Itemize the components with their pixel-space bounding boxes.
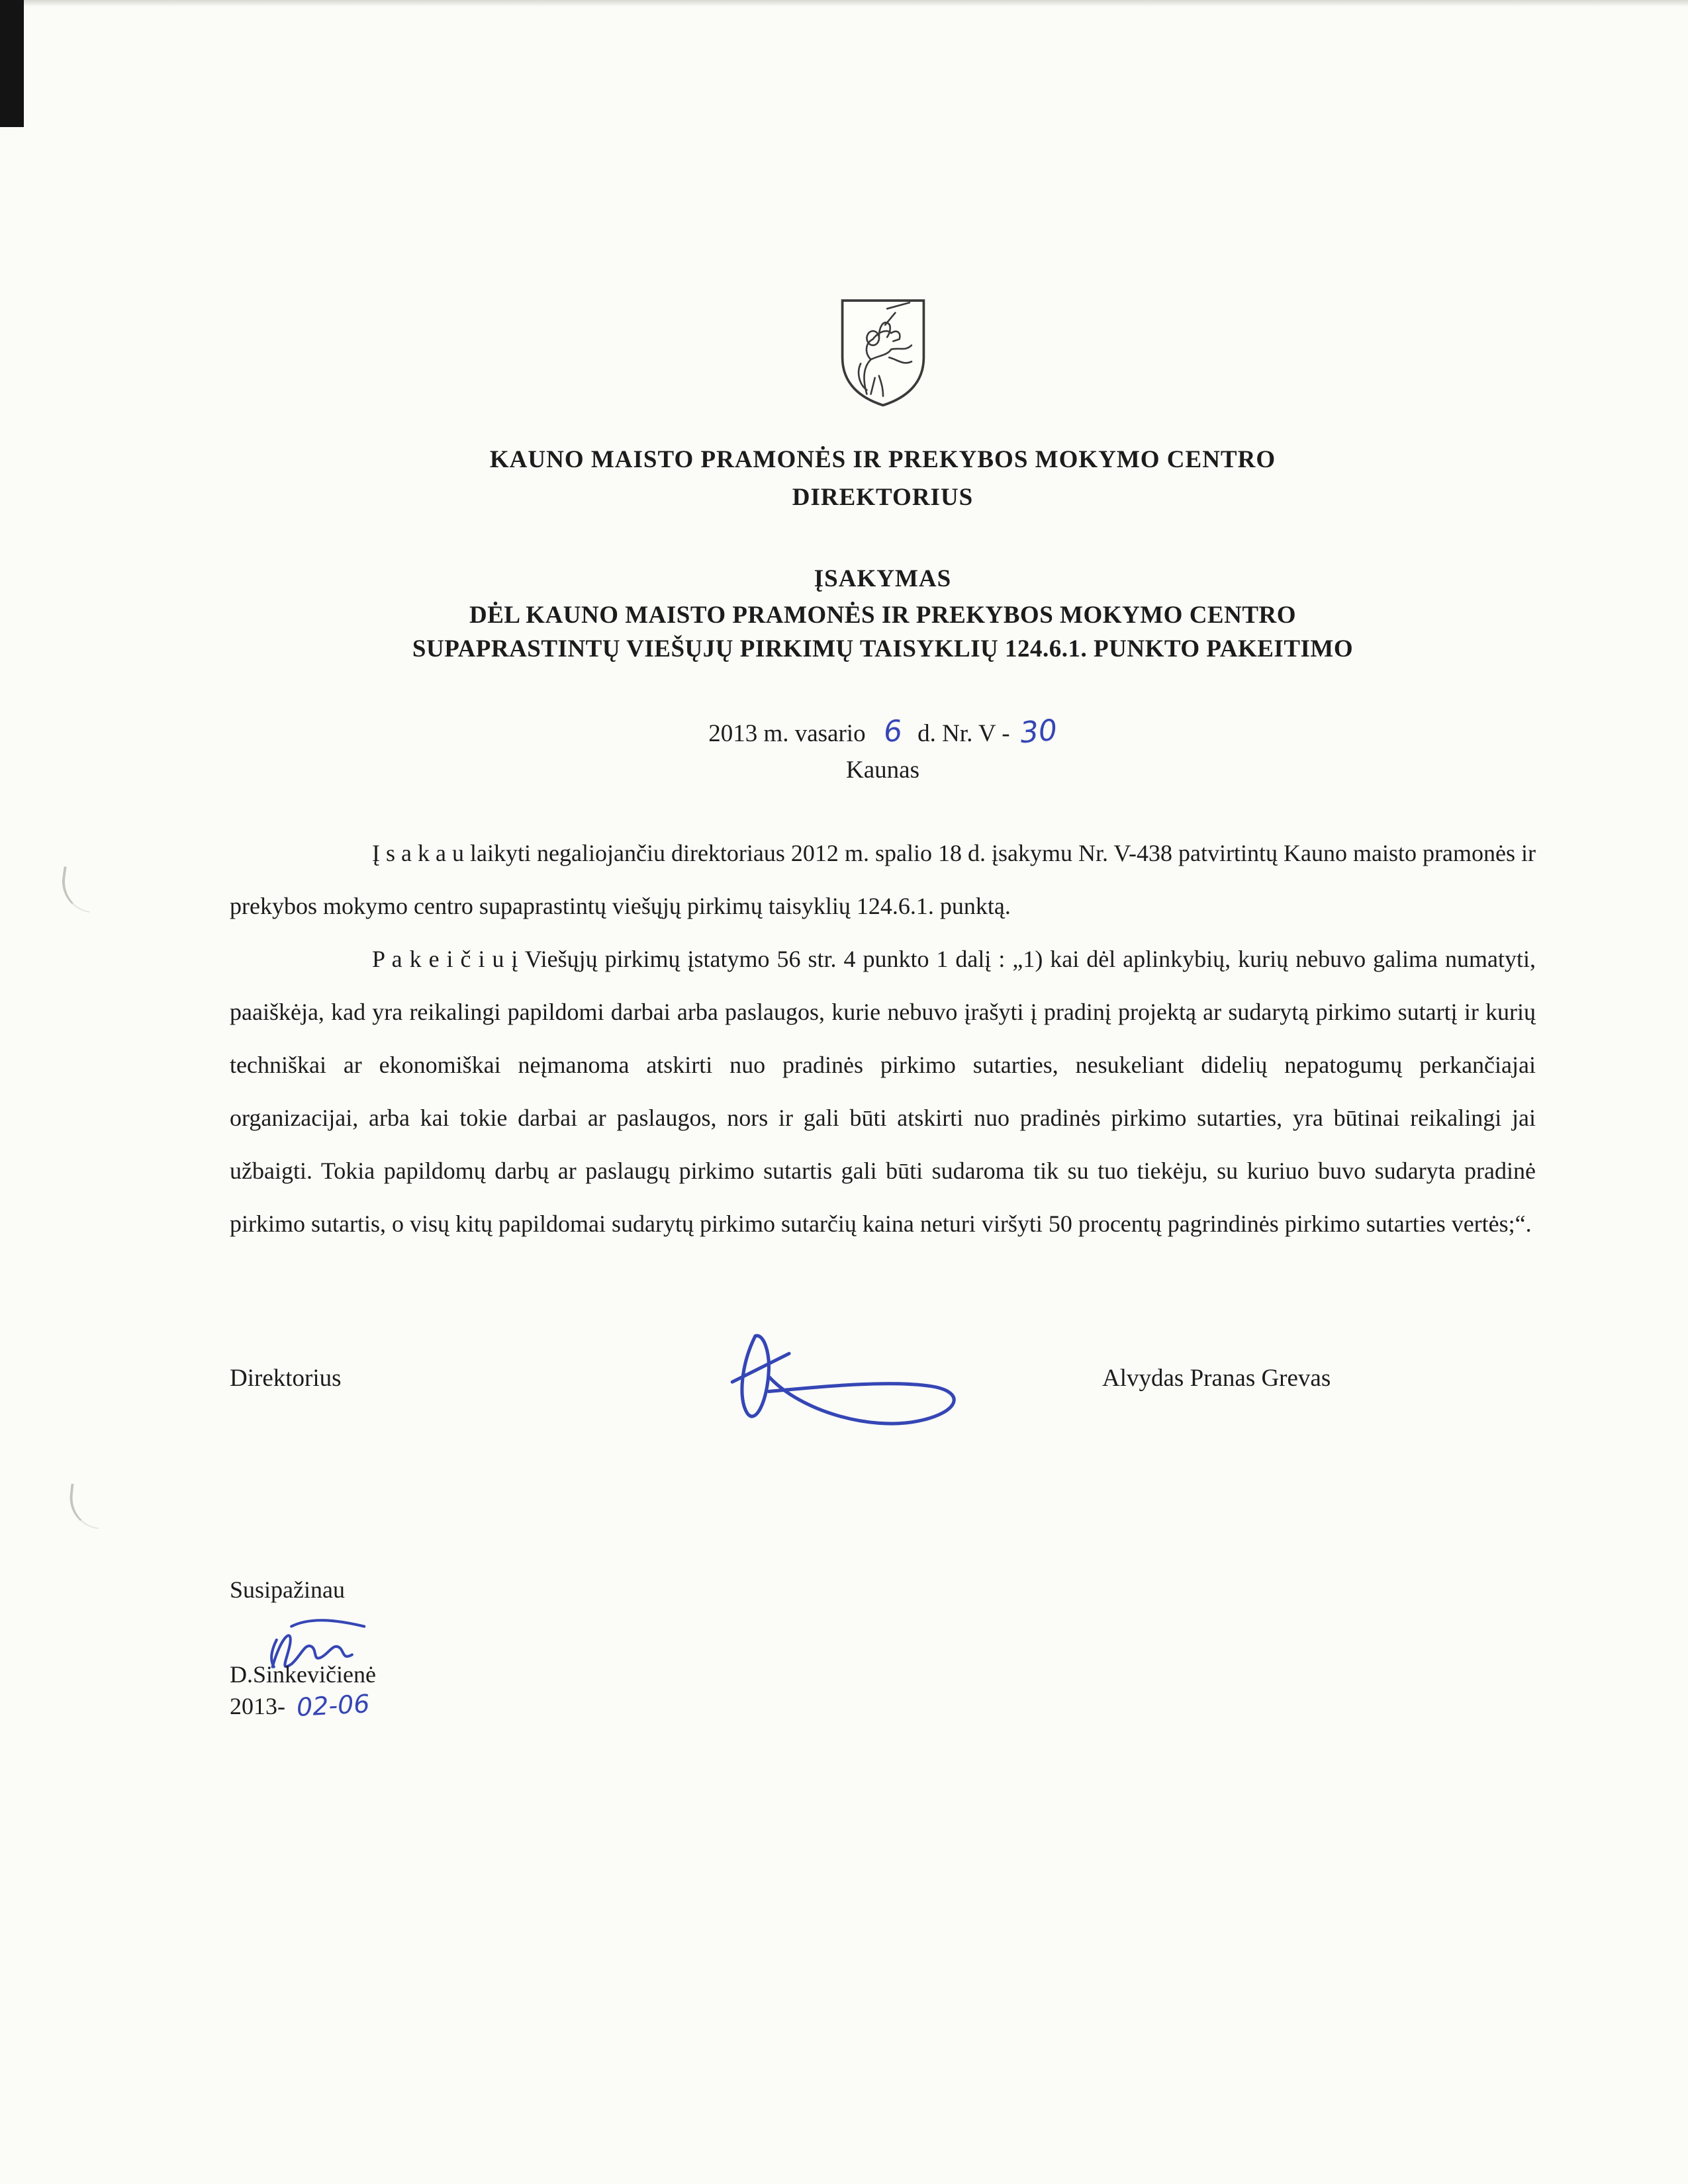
handwritten-day: 6 bbox=[882, 714, 904, 750]
document-content bbox=[230, 0, 1536, 1723]
document-type-heading: ĮSAKYMAS bbox=[814, 565, 952, 592]
scan-crease-artifact bbox=[58, 866, 95, 913]
paragraph-isakau: Į s a k a u laikyti negaliojančiu direktoriaus 2012 m. spalio 18 d. įsakymu Nr. V-438 patvirtintų Kauno maisto pramonės ir prekybos mokymo centro supaprastintų viešųjų pirkimų taisyklių 124.6.1. punktą. bbox=[230, 840, 1536, 920]
ack-date-handwritten: 02-06 bbox=[295, 1689, 371, 1723]
acknowledgement-block bbox=[230, 1576, 1536, 1723]
acknowledgement-label: Susipažinau bbox=[230, 1576, 345, 1604]
date-prefix: 2013 m. vasario bbox=[708, 720, 866, 748]
organization-name-line2: DIREKTORIUS bbox=[792, 484, 974, 512]
coat-of-arms-icon bbox=[830, 296, 936, 410]
paragraph-pakeiciu: P a k e i č i u į Viešųjų pirkimų įstatymo 56 str. 4 punkto 1 dalį : „1) kai dėl aplinkybių, kurių nebuvo galima numatyti, paaiškėja, kad yra reikalingi papildomi darbai arba paslaugos, kurie nebuvo įrašyti į pradinį projektą ar sudarytą pirkimo sutartį ir kurių techniškai ar ekonomiškai neįmanoma atskirti nuo pradinės pirkimo sutarties, nesukeliant didelių nepatogumų perkančiajai organizacijai, arba kai tokie darbai ar paslaugos, nors ir gali būti atskirti nuo pradinės pirkimo sutarties, yra būtinai reikalingi jai užbaigti. Tokia papildomų darbų ar paslaugų pirkimo sutartis gali būti sudaroma tik su tuo tiekėju, su kuriuo buvo sudaryta pradinė pirkimo sutartis, o visų kitų papildomai sudarytų pirkimo sutarčių kaina neturi viršyti 50 procentų pagrindinės pirkimo sutarties vertės;“. bbox=[230, 946, 1536, 1238]
subject-line1: DĖL KAUNO MAISTO PRAMONĖS IR PREKYBOS MOKYMO CENTRO bbox=[469, 601, 1296, 629]
signer-name: Alvydas Pranas Grevas bbox=[1102, 1365, 1331, 1392]
date-line bbox=[230, 713, 1536, 751]
document-subject-heading bbox=[230, 598, 1536, 667]
organization-name bbox=[230, 441, 1536, 517]
organization-name-line1: KAUNO MAISTO PRAMONĖS IR PREKYBOS MOKYMO CENTRO bbox=[489, 446, 1276, 473]
date-middle: d. Nr. V - bbox=[917, 720, 1010, 748]
scan-edge-artifact bbox=[0, 0, 24, 127]
signer-title: Direktorius bbox=[230, 1365, 342, 1392]
document-body bbox=[230, 827, 1536, 1250]
city-line: Kaunas bbox=[846, 756, 919, 784]
handwritten-doc-number: 30 bbox=[1018, 713, 1058, 751]
scan-crease-artifact bbox=[67, 1484, 103, 1529]
signature-block bbox=[230, 1338, 1536, 1490]
acknowledgement-date bbox=[230, 1689, 1536, 1723]
ack-date-printed: 2013- bbox=[230, 1693, 285, 1720]
acknowledger-name: D.Sinkevičienė bbox=[230, 1661, 376, 1688]
subject-line2: SUPAPRASTINTŲ VIEŠŲJŲ PIRKIMŲ TAISYKLIŲ 124.6.1. PUNKTO PAKEITIMO bbox=[412, 635, 1354, 663]
director-signature bbox=[693, 1322, 1011, 1434]
